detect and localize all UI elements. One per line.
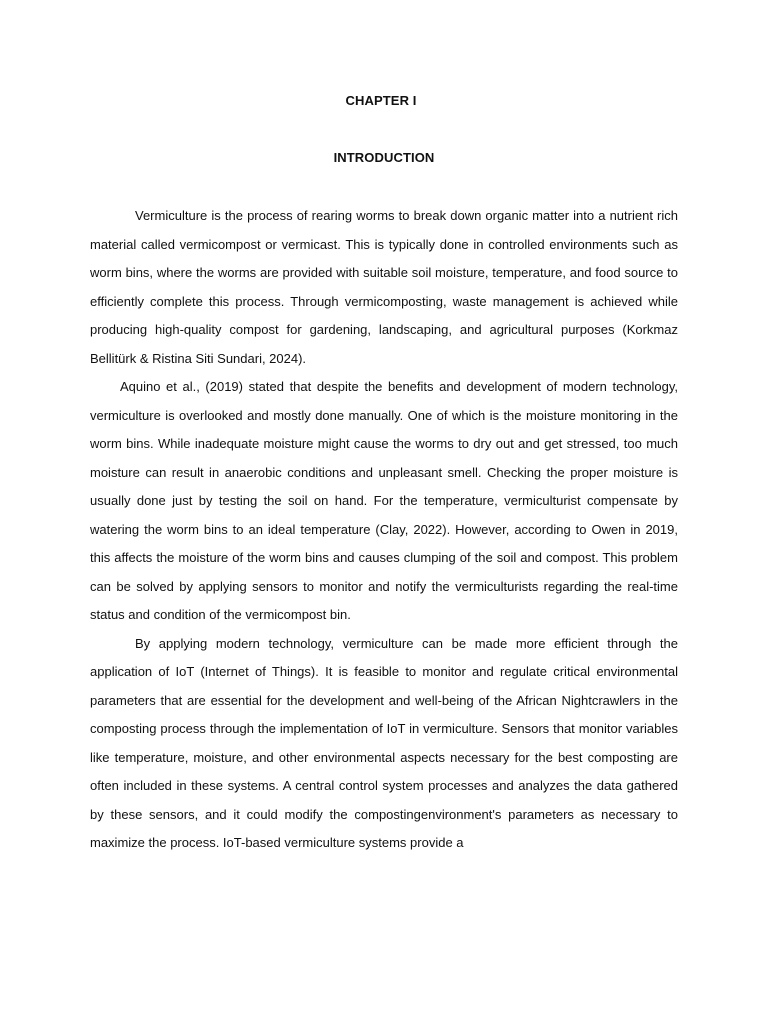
- body-text: [90, 202, 678, 858]
- chapter-label: CHAPTER I: [345, 93, 417, 108]
- paragraph-manual-monitoring: Aquino et al., (2019) stated that despite the benefits and development of modern technology, vermiculture is overlooked and mostly done manually. One of which is the moisture monitoring in the worm bins. While inadequate moisture might cause the worms to dry out and get stressed, too much moisture can result in anaerobic conditions and unpleasant smell. Checking the proper moisture is usually done just by testing the soil on hand. For the temperature, vermiculturist compensate by watering the worm bins to an ideal temperature (Clay, 2022). However, according to Owen in 2019, this affects the moisture of the worm bins and causes clumping of the soil and compost. This problem can be solved by applying sensors to monitor and notify the vermiculturists regarding the real-time status and condition of the vermicompost bin.: [90, 379, 678, 622]
- paragraph-vermiculture-definition: Vermiculture is the process of rearing worms to break down organic matter into a nutrient rich material called vermicompost or vermicast. This is typically done in controlled environments such as worm bins, where the worms are provided with suitable soil moisture, temperature, and food source to efficiently complete this process. Through vermicomposting, waste management is achieved while producing high-quality compost for gardening, landscaping, and agricultural purposes (Korkmaz Bellitürk & Ristina Siti Sundari, 2024).: [90, 208, 678, 366]
- chapter-title: INTRODUCTION: [333, 150, 435, 165]
- paragraph-iot-application: By applying modern technology, vermiculture can be made more efficient through the application of IoT (Internet of Things). It is feasible to monitor and regulate critical environmental parameters that are essential for the development and well-being of the African Nightcrawlers in the composting process through the implementation of IoT in vermiculture. Sensors that monitor variables like temperature, moisture, and other environmental aspects necessary for the best composting are often included in these systems. A central control system processes and analyzes the data gathered by these sensors, and it could modify the compostingenvironment's parameters as necessary to maximize the process. IoT-based vermiculture systems provide a: [90, 635, 678, 850]
